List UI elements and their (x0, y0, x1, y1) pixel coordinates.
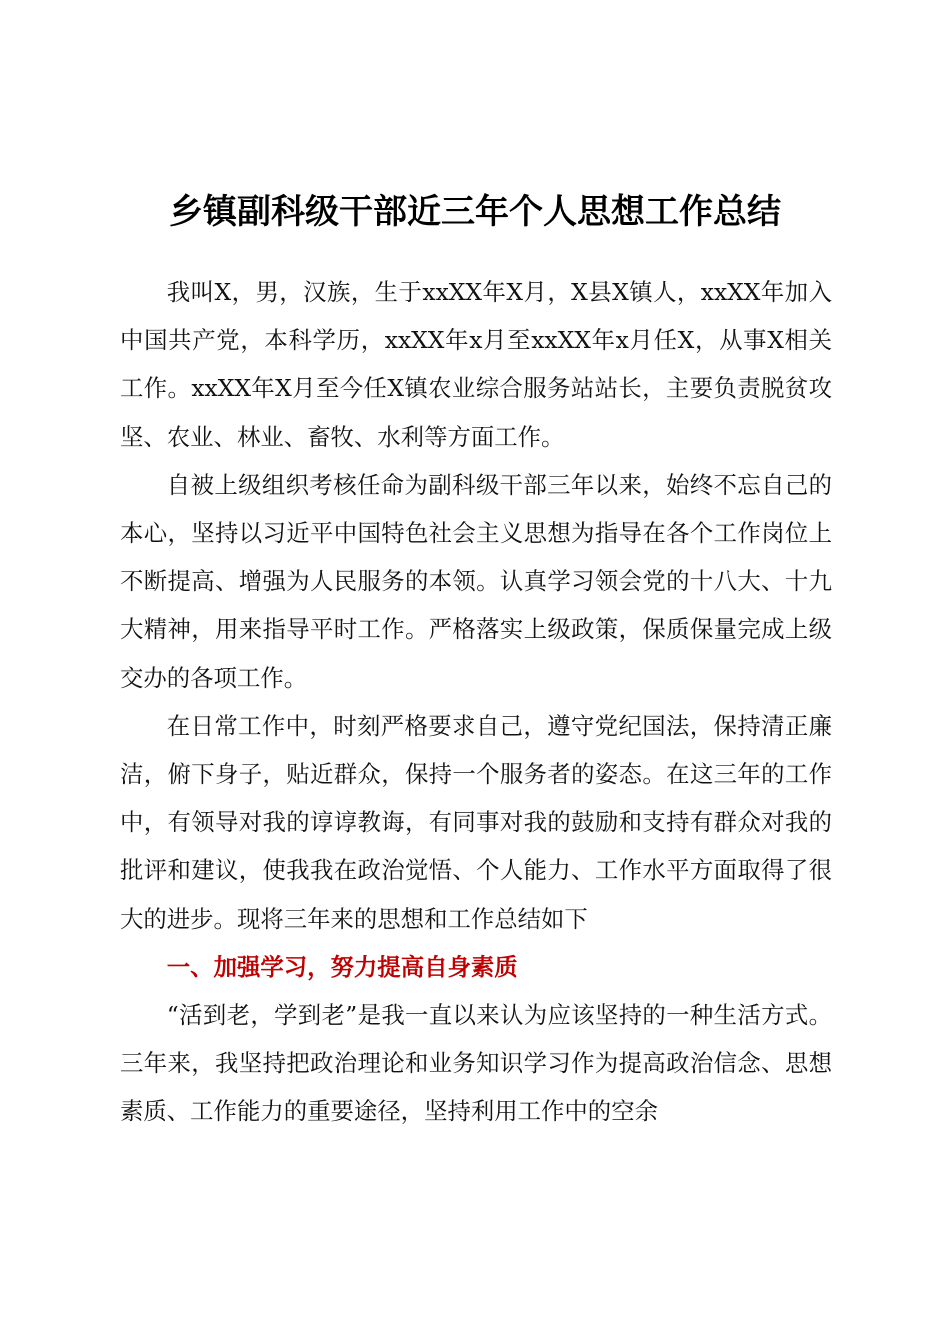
paragraph-appointment: 自被上级组织考核任命为副科级干部三年以来，始终不忘自己的本心，坚持以习近平中国特色社会主义思想为指导在各个工作岗位上不断提高、增强为人民服务的本领。认真学习领会党的十八大、十九大精神，用来指导平时工作。严格落实上级政策，保质保量完成上级交办的各项工作。 (120, 470, 832, 692)
paragraph-study: “活到老，学到老”是我一直以来认为应该坚持的一种生活方式。三年来，我坚持把政治理论和业务知识学习作为提高政治信念、思想素质、工作能力的重要途径，坚持利用工作中的空余 (120, 1001, 832, 1126)
document-body (120, 268, 832, 1136)
section-heading: 一、加强学习，努力提高自身素质 (166, 952, 518, 981)
document-title: 乡镇副科级干部近三年个人思想工作总结 (169, 192, 781, 232)
paragraph-daily-work: 在日常工作中，时刻严格要求自己，遵守党纪国法，保持清正廉洁，俯下身子，贴近群众，保持一个服务者的姿态。在这三年的工作中，有领导对我的谆谆教诲，有同事对我的鼓励和支持有群众对我的批评和建议，使我我在政治觉悟、个人能力、工作水平方面取得了很大的进步。现将三年来的思想和工作总结如下 (120, 711, 832, 933)
paragraph-intro: 我叫X，男，汉族，生于xxXX年X月，X县X镇人，xxXX年加入中国共产党，本科学历，xxXX年x月至xxXX年x月任X，从事X相关工作。xxXX年X月至今任X镇农业综合服务站站长，主要负责脱贫攻坚、农业、林业、畜牧、水利等方面工作。 (120, 278, 832, 451)
